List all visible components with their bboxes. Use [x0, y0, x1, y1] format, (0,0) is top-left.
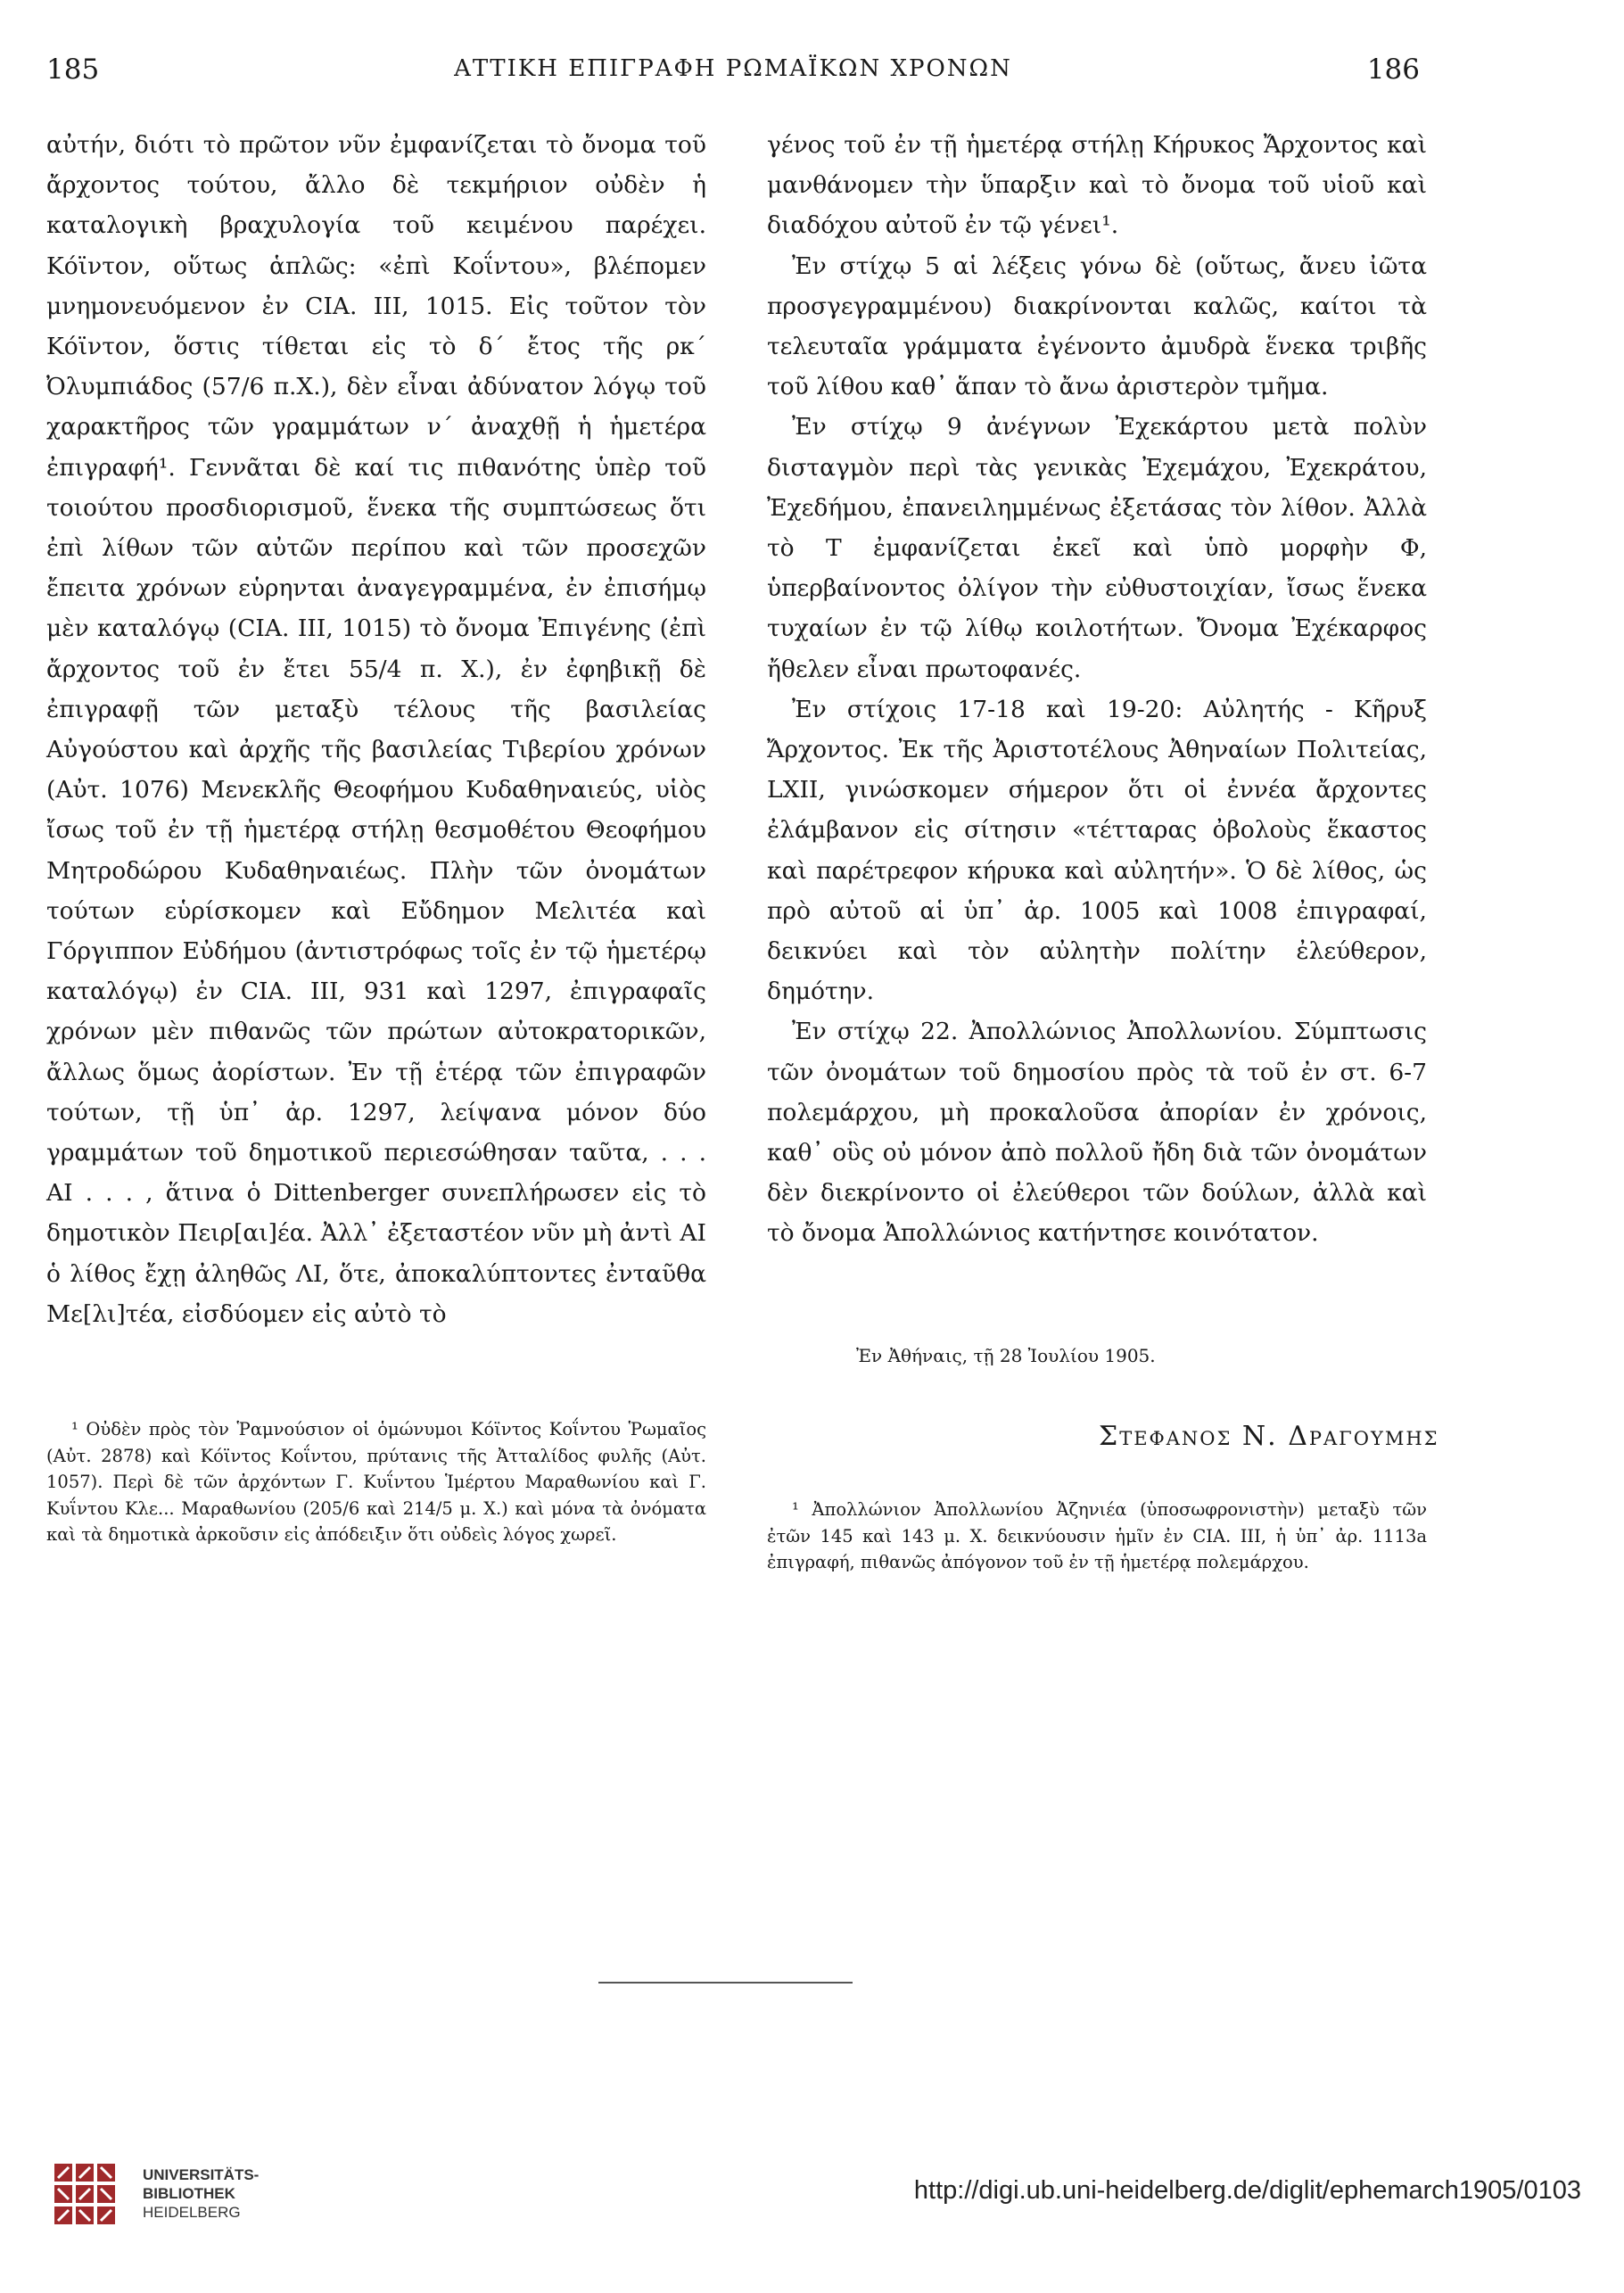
dateline: Ἐν Ἀθήναις, τῇ 28 Ἰουλίου 1905.	[856, 1345, 1156, 1366]
right-footnote	[767, 1497, 1427, 1576]
right-paragraph: γένος τοῦ ἐν τῇ ἡμετέρᾳ στήλῃ Κήρυκος Ἄρχοντος καὶ μανθάνομεν τὴν ὕπαρξιν καὶ τὸ ὄνομα τοῦ υἱοῦ καὶ διαδόχου αὐτοῦ ἐν τῷ γένει¹.	[767, 131, 1427, 240]
right-column	[767, 125, 1427, 1254]
footnote-text: ¹ Ἀπολλώνιον Ἀπολλωνίου Ἀζηνιέα (ὑποσωφρονιστὴν) μεταξὺ τῶν ἐτῶν 145 καὶ 143 μ. Χ. δεικνύουσιν ἡμῖν ἐν CIA. III, ἡ ὑπ᾽ ἀρ. 1113a ἐπιγραφή, πιθανῶς ἀπόγονον τοῦ ἐν τῇ ἡμετέρᾳ πολεμάρχου.	[767, 1499, 1427, 1572]
page-number-right: 186	[1366, 54, 1420, 86]
left-column	[46, 125, 706, 1334]
right-paragraph: Ἐν στίχῳ 22. Ἀπολλώνιος Ἀπολλωνίου. Σύμπτωσις τῶν ὀνομάτων τοῦ δημοσίου πρὸς τὰ τοῦ ἐν στ. 6-7 πολεμάρχου, μὴ προκαλοῦσα ἀπορίαν ἐν χρόνοις, καθ᾽ οὓς οὐ μόνον ἀπὸ πολλοῦ ἤδη διὰ τῶν ὀνομάτων δὲν διεκρίνοντο οἱ ἐλεύθεροι τῶν δούλων, ἀλλὰ καὶ τὸ ὄνομα Ἀπολλώνιος κατήντησε κοινότατον.	[767, 1018, 1427, 1248]
institution-line: UNIVERSITÄTS-	[143, 2166, 260, 2183]
library-logo-icon	[49, 2158, 120, 2230]
author-signature: Στεφανος Ν. Δραγουμης	[1099, 1421, 1439, 1452]
left-footnote	[46, 1416, 706, 1548]
section-divider	[598, 1982, 853, 1984]
source-url-link[interactable]: http://digi.ub.uni-heidelberg.de/diglit/ephemarch1905/0103	[913, 2176, 1581, 2205]
institution-line: HEIDELBERG	[143, 2204, 241, 2221]
right-paragraph: Ἐν στίχῳ 5 αἱ λέξεις γόνω δὲ (οὕτως, ἄνευ ἰῶτα προσγεγραμμένου) διακρίνονται καλῶς, καίτοι τὰ τελευταῖα γράμματα ἐγένοντο ἀμυδρὰ ἕνεκα τριβῆς τοῦ λίθου καθ᾽ ἅπαν τὸ ἄνω ἀριστερὸν τμῆμα.	[767, 252, 1427, 401]
left-paragraph: αὐτήν, διότι τὸ πρῶτον νῦν ἐμφανίζεται τὸ ὄνομα τοῦ ἄρχοντος τούτου, ἄλλο δὲ τεκμήριον οὐδὲν ἡ καταλογικὴ βραχυλογία τοῦ κειμένου παρέχει. Κόϊντον, οὕτως ἁπλῶς: «ἐπὶ Κοΐντου», βλέπομεν μνημονευόμενον ἐν CIA. III, 1015. Εἰς τοῦτον τὸν Κόϊντον, ὅστις τίθεται εἰς τὸ δ΄ ἔτος τῆς ρκ΄ Ὀλυμπιάδος (57/6 π.Χ.), δὲν εἶναι ἀδύνατον λόγῳ τοῦ χαρακτῆρος τῶν γραμμάτων ν΄ ἀναχθῇ ἡ ἡμετέρα ἐπιγραφή¹. Γεννᾶται δὲ καί τις πιθανότης ὑπὲρ τοῦ τοιούτου προσδιορισμοῦ, ἕνεκα τῆς συμπτώσεως ὅτι ἐπὶ λίθων τῶν αὐτῶν περίπου καὶ τῶν προσεχῶν ἔπειτα χρόνων εὑρηνται ἀναγεγραμμένα, ἐν ἐπισήμῳ μὲν καταλόγῳ (CIA. III, 1015) τὸ ὄνομα Ἐπιγένης (ἐπὶ ἄρχοντος τοῦ ἐν ἔτει 55/4 π. Χ.), ἐν ἐφηβικῇ δὲ ἐπιγραφῇ τῶν μεταξὺ τέλους τῆς βασιλείας Αὐγούστου καὶ ἀρχῆς τῆς βασιλείας Τιβερίου χρόνων (Αὐτ. 1076) Μενεκλῆς Θεοφήμου Κυδαθηναιεύς, υἱὸς ἴσως τοῦ ἐν τῇ ἡμετέρᾳ στήλῃ θεσμοθέτου Θεοφήμου Μητροδώρου Κυδαθηναιέως. Πλὴν τῶν ὀνομάτων τούτων εὑρίσκομεν καὶ Εὔδημον Μελιτέα καὶ Γόργιππον Εὐδήμου (ἀντιστρόφως τοῖς ἐν τῷ ἡμετέρῳ καταλόγῳ) ἐν CIA. III, 931 καὶ 1297, ἐπιγραφαῖς χρόνων μὲν πιθανῶς τῶν πρώτων αὐτοκρατορικῶν, ἄλλως ὅμως ἀορίστων. Ἐν τῇ ἑτέρᾳ τῶν ἐπιγραφῶν τούτων, τῇ ὑπ᾽ ἀρ. 1297, λείψανα μόνον δύο γραμμάτων τοῦ δημοτικοῦ περιεσώθησαν ταῦτα, . . . ΑΙ . . . , ἅτινα ὁ Dittenberger συνεπλήρωσεν εἰς τὸ δημοτικὸν Πειρ[αι]έα. Ἀλλ᾽ ἐξεταστέον νῦν μὴ ἀντὶ ΑΙ ὁ λίθος ἔχῃ ἀληθῶς ΛΙ, ὅτε, ἀποκαλύπτοντες ἐνταῦθα Με[λι]τέα, εἰσδύομεν εἰς αὐτὸ τὸ	[46, 131, 706, 1328]
footnote-text: ¹ Οὐδὲν πρὸς τὸν Ῥαμνούσιον οἱ ὁμώνυμοι Κόϊντος Κοΐντου Ῥωμαῖος (Αὐτ. 2878) καὶ Κόϊντος Κοΐντου, πρύτανις τῆς Ἀτταλίδος φυλῆς (Αὐτ. 1057). Περὶ δὲ τῶν ἀρχόντων Γ. Κυΐντου Ἱμέρτου Μαραθωνίου καὶ Γ. Κυΐντου Κλε... Μαραθωνίου (205/6 καὶ 214/5 μ. Χ.) καὶ μόνα τὰ ὀνόματα καὶ τὰ δημοτικὰ ἀρκοῦσιν εἰς ἀπόδειξιν ὅτι οὐδεὶς λόγος χωρεῖ.	[46, 1419, 706, 1545]
running-title: ΑΤΤΙΚΗ ΕΠΙΓΡΑΦΗ ΡΩΜΑΪΚΩΝ ΧΡΟΝΩΝ	[454, 55, 1012, 82]
right-paragraph: Ἐν στίχοις 17-18 καὶ 19-20: Αὐλητής - Κῆρυξ Ἄρχοντος. Ἐκ τῆς Ἀριστοτέλους Ἀθηναίων Πολιτείας, LXII, γινώσκομεν σήμερον ὅτι οἱ ἐννέα ἄρχοντες ἐλάμβανον εἰς σίτησιν «τέτταρας ὀβολοὺς ἕκαστος καὶ παρέτρεφον κήρυκα καὶ αὐλητήν». Ὁ δὲ λίθος, ὡς πρὸ αὐτοῦ αἱ ὑπ᾽ ἀρ. 1005 καὶ 1008 ἐπιγραφαί, δεικνύει καὶ τὸν αὐλητὴν πολίτην ἐλεύθερον, δημότην.	[767, 695, 1427, 1006]
right-paragraph: Ἐν στίχῳ 9 ἀνέγνων Ἐχεκάρτου μετὰ πολὺν δισταγμὸν περὶ τὰς γενικὰς Ἐχεμάχου, Ἐχεκράτου, Ἐχεδήμου, ἐπανειλημμένως ἐξετάσας τὸν λίθον. Ἀλλὰ τὸ Τ ἐμφανίζεται ἐκεῖ καὶ ὑπὸ μορφὴν Φ, ὑπερβαίνοντος ὀλίγον τὴν εὐθυστοιχίαν, ἴσως ἕνεκα τυχαίων ἐν τῷ λίθῳ κοιλοτήτων. Ὄνομα Ἐχέκαρφος ἤθελεν εἶναι πρωτοφανές.	[767, 413, 1427, 683]
institution-name	[143, 2165, 259, 2222]
institution-line: BIBLIOTHEK	[143, 2185, 235, 2202]
page-number-left: 185	[46, 54, 100, 86]
page-header	[46, 54, 1420, 89]
page-footer	[0, 2158, 1624, 2293]
